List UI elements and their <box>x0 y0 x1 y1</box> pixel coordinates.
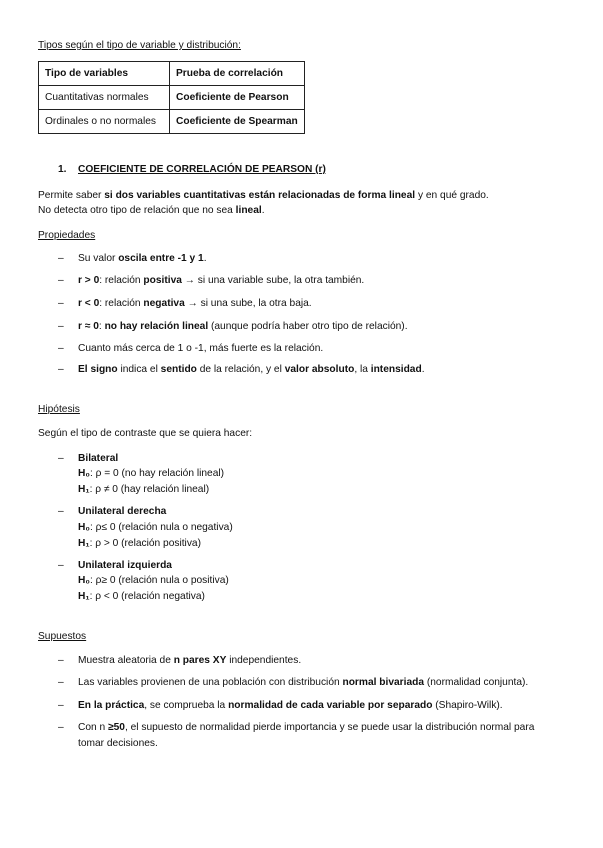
supuestos-heading: Supuestos <box>38 631 87 642</box>
text-bold: positiva <box>143 275 182 286</box>
list-item-continuation: tomar decisiones. <box>78 738 158 749</box>
text: : ρ < 0 (relación negativa) <box>89 591 205 602</box>
text: Muestra aleatoria de <box>78 655 174 666</box>
text: Permite saber <box>38 190 105 201</box>
text-bold: r < 0 <box>78 298 100 309</box>
text: : <box>98 321 105 332</box>
dash-bullet: – <box>58 722 64 733</box>
dash-bullet: – <box>58 700 64 711</box>
text: independientes. <box>226 655 302 666</box>
text: y en qué grado. <box>415 190 489 201</box>
text: . <box>203 253 207 264</box>
text: : ρ ≠ 0 (hay relación lineal) <box>89 484 210 495</box>
h0-line <box>78 575 229 586</box>
text-bold: H₀ <box>78 575 90 586</box>
text-bold: H₁ <box>78 591 90 602</box>
table-row <box>39 86 305 110</box>
table-cell: Ordinales o no normales <box>39 110 170 134</box>
hypothesis-group-title: Bilateral <box>78 453 119 464</box>
hypothesis-group-title: Unilateral derecha <box>78 506 167 517</box>
dash-bullet: – <box>58 253 64 264</box>
section-heading-tipos: Tipos según el tipo de variable y distribución: <box>38 40 241 51</box>
text: , el supuesto de normalidad pierde importancia y se puede usar la distribución normal para <box>124 722 535 733</box>
correlation-type-table <box>38 61 305 134</box>
text: , se comprueba la <box>144 700 229 711</box>
text-bold: negativa <box>143 298 185 309</box>
text: → si una sube, la otra baja. <box>184 298 312 309</box>
table-header-cell: Tipo de variables <box>39 62 170 86</box>
dash-bullet: – <box>58 677 64 688</box>
text: . <box>261 205 265 216</box>
text-bold: H₀ <box>78 468 90 479</box>
dash-bullet: – <box>58 364 64 375</box>
text-bold: lineal <box>235 205 262 216</box>
text: (Shapiro-Wilk). <box>432 700 503 711</box>
text-bold: n pares XY <box>173 655 227 666</box>
list-item <box>78 677 528 688</box>
text-bold: r > 0 <box>78 275 100 286</box>
h1-line <box>78 591 205 602</box>
text: : ρ≤ 0 (relación nula o negativa) <box>89 522 233 533</box>
text: : ρ≥ 0 (relación nula o positiva) <box>89 575 229 586</box>
list-item <box>78 343 323 354</box>
table-row <box>39 110 305 134</box>
text: (aunque podría haber otro tipo de relación). <box>208 321 408 332</box>
text: indica el <box>117 364 161 375</box>
dash-bullet: – <box>58 343 64 354</box>
list-item <box>78 275 364 286</box>
text: → si una variable sube, la otra también. <box>181 275 365 286</box>
dash-bullet: – <box>58 321 64 332</box>
hipotesis-intro: Según el tipo de contraste que se quiera hacer: <box>38 428 253 439</box>
list-item <box>78 298 312 309</box>
text-bold: intensidad <box>370 364 422 375</box>
list-item <box>78 700 503 711</box>
table-header-cell: Prueba de correlación <box>170 62 305 86</box>
table-cell: Cuantitativas normales <box>39 86 170 110</box>
table-cell: Coeficiente de Pearson <box>170 86 305 110</box>
h0-line <box>78 522 233 533</box>
table-cell: Coeficiente de Spearman <box>170 110 305 134</box>
h1-line <box>78 484 209 495</box>
dash-bullet: – <box>58 560 64 571</box>
text-bold: En la práctica <box>78 700 145 711</box>
text: No detecta otro tipo de relación que no sea <box>38 205 236 216</box>
propiedades-heading: Propiedades <box>38 230 96 241</box>
text-bold: H₀ <box>78 522 90 533</box>
dash-bullet: – <box>58 655 64 666</box>
text-bold: H₁ <box>78 484 90 495</box>
text: , la <box>354 364 371 375</box>
text-bold: ≥50 <box>108 722 125 733</box>
dash-bullet: – <box>58 453 64 464</box>
text-bold: normalidad de cada variable por separado <box>228 700 433 711</box>
list-item <box>78 364 425 375</box>
text-bold: no hay relación lineal <box>104 321 209 332</box>
h1-line <box>78 538 201 549</box>
list-item <box>78 722 534 733</box>
list-item <box>78 253 207 264</box>
hipotesis-heading: Hipótesis <box>38 404 80 415</box>
text: : ρ > 0 (relación positiva) <box>89 538 201 549</box>
text-bold: r ≈ 0 <box>78 321 99 332</box>
hypothesis-group-title: Unilateral izquierda <box>78 560 172 571</box>
text: Cuanto más cerca de 1 o -1, más fuerte es la relación. <box>78 343 324 354</box>
text-bold: valor absoluto <box>284 364 355 375</box>
text-bold: si dos variables cuantitativas están relacionadas de forma lineal <box>104 190 416 201</box>
text-bold: sentido <box>160 364 197 375</box>
section-number: 1. <box>58 164 67 175</box>
pearson-intro-line2 <box>38 205 265 216</box>
text: : relación <box>99 275 144 286</box>
text: : relación <box>99 298 144 309</box>
dash-bullet: – <box>58 298 64 309</box>
text: Con n <box>78 722 109 733</box>
table-header-row <box>39 62 305 86</box>
pearson-intro-line1 <box>38 190 489 201</box>
list-item <box>78 655 301 666</box>
text-bold: normal bivariada <box>342 677 425 688</box>
dash-bullet: – <box>58 275 64 286</box>
text-bold: H₁ <box>78 538 90 549</box>
text: : ρ = 0 (no hay relación lineal) <box>89 468 225 479</box>
text: . <box>421 364 425 375</box>
text: Su valor <box>78 253 119 264</box>
text-bold: oscila entre -1 y 1 <box>118 253 204 264</box>
dash-bullet: – <box>58 506 64 517</box>
text: Las variables provienen de una población con distribución <box>78 677 343 688</box>
pearson-title: COEFICIENTE DE CORRELACIÓN DE PEARSON (r) <box>78 164 326 175</box>
text-bold: El signo <box>78 364 118 375</box>
text: de la relación, y el <box>196 364 285 375</box>
text: (normalidad conjunta). <box>424 677 529 688</box>
h0-line <box>78 468 224 479</box>
list-item <box>78 321 408 332</box>
